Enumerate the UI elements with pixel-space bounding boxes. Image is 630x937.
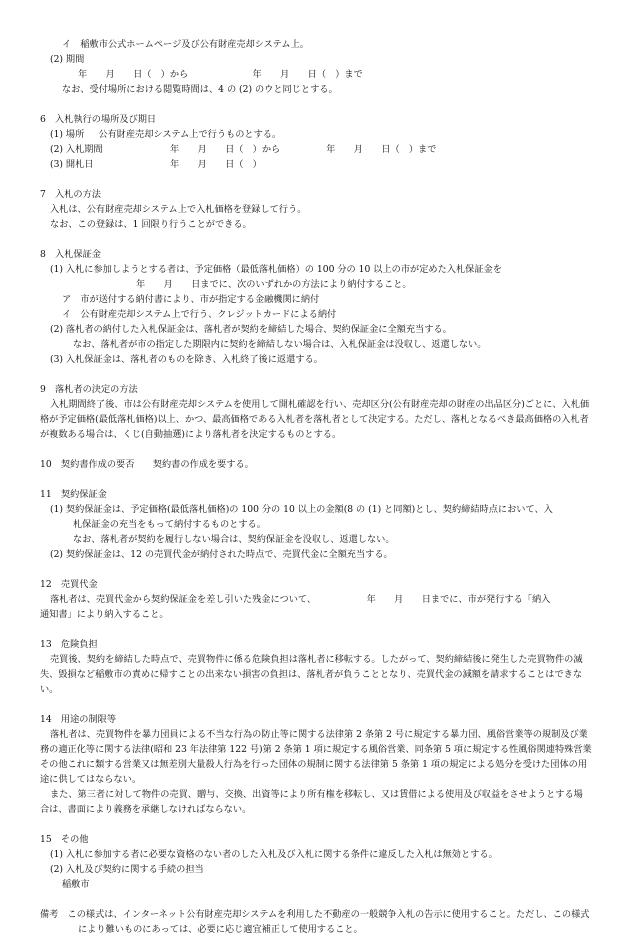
section8-item1-b: イ 公有財産売却システム上で行う、クレジットカードによる納付 [62, 309, 337, 320]
period-note: なお、受付場所における閲覧時間は、4 の (2) のウと同じとする。 [62, 84, 338, 95]
place-label: (1) 場所 [50, 129, 85, 140]
period-dates: 年 月 日（ ）から 年 月 日（ ）まで [78, 69, 363, 80]
section9-body: 入札期間終了後、市は公有財産売却システムを使用して開札確認を行い、売却区分(公有財産売却の財産の出品区分)ごとに、入札価格が予定価格(最低落札価格)以上、かつ、最高価格である入札者を落札者として決定する。ただし、落札となるべき最高価格の入札者が複数ある場合は、くじ(自動抽選)により落札者を決定するものとする。 [40, 399, 590, 440]
section15-item2-value: 稲敷市 [62, 879, 90, 890]
section8-item2-line2: なお、落札者が市の指定した期限内に契約を締結しない場合は、入札保証金は没収し、返還しない。 [73, 339, 487, 350]
section13-heading: 13 危険負担 [40, 639, 98, 650]
place-text: 公有財産売却システム上で行うものとする。 [98, 129, 282, 140]
section6-heading: 6 入札執行の場所及び期日 [40, 114, 157, 125]
section11-heading: 11 契約保証金 [40, 489, 107, 500]
method-item-a: イ 稲敷市公式ホームページ及び公有財産売却システム上。 [62, 39, 309, 50]
section6-place [40, 127, 592, 142]
section8-item1-a: ア 市が送付する納付書により、市が指定する金融機関に納付 [62, 294, 320, 305]
section14-body2: また、第三者に対して物件の売買、贈与、交換、出資等により所有権を移転し、又は賃借による使用及び収益をさせようとする場合は、書面により義務を承継しなければならない。 [40, 789, 583, 815]
bid-period-dates: 年 月 日（ ）から 年 月 日（ ）まで [170, 144, 437, 155]
section15-item1: (1) 入札に参加する者に必要な資格のない者のした入札及び入札に関する条件に違反した入札は無効とする。 [50, 849, 498, 860]
section9-heading: 9 落札者の決定の方法 [40, 384, 138, 395]
bid-period-label: (2) 入札期間 [50, 144, 103, 155]
period-label: (2) 期間 [50, 54, 85, 65]
opening-date: 年 月 日（ ） [170, 159, 262, 170]
section7-line1: 入札は、公有財産売却システム上で入札価格を登録して行う。 [50, 204, 307, 215]
section11-item1-line1: (1) 契約保証金は、予定価格(最低落札価格)の 100 分の 10 以上の金額(8 の (1) と同額)とし、契約締結時点において、入 [50, 504, 553, 515]
section15-heading: 15 その他 [40, 834, 89, 845]
section11-item1-line3: なお、落札者が契約を履行しない場合は、契約保証金を没収し、返還しない。 [73, 534, 395, 545]
remarks: 備考 この様式は、インターネット公有財産売却システムを利用した不動産の一般競争入札の告示に使用すること。ただし、この様式により難いものにあっては、必要に応じ適宜補正して使用すること。 [40, 909, 590, 935]
section6-period [40, 142, 592, 157]
opening-label: (3) 開札日 [50, 159, 94, 170]
section11-item1-line2: 札保証金の充当をもって納付するものとする。 [73, 519, 266, 530]
section7-heading: 7 入札の方法 [40, 189, 101, 200]
section8-item2-line1: (2) 落札者の納付した入札保証金は、落札者が契約を締結した場合、契約保証金に全額充当する。 [50, 324, 452, 335]
section7-line2: なお、この登録は、1 回限り行うことができる。 [50, 219, 252, 230]
section8-item1-line2: 年 月 日までに、次のいずれかの方法により納付すること。 [136, 279, 412, 290]
section12-line2: 通知書」により納入すること。 [40, 609, 169, 620]
section12-heading: 12 売買代金 [40, 579, 98, 590]
section8-heading: 8 入札保証金 [40, 249, 101, 260]
section8-item1-line1: (1) 入札に参加しようとする者は、予定価格（最低落札価格）の 100 分の 10 以上の市が定めた入札保証金を [50, 264, 502, 275]
section14-body1: 落札者は、売買物件を暴力団員による不当な行為の防止等に関する法律第 2 条第 2 号に規定する暴力団、風俗営業等の規制及び業務の適正化等に関する法律(昭和 23 年法律第 122 号)第 2 条第 1 項に規定する風俗営業、同条第 5 項に規定する性風俗関連特殊営業その他これに類する営業又は無差別大量殺人行為を行った団体の規制に関する法律第 5 条第 1 項の規定による処分を受けた団体の用途に供してはならない。 [40, 729, 592, 785]
section8-item3: (3) 入札保証金は、落札者のものを除き、入札終了後に返還する。 [50, 354, 323, 365]
section14-heading: 14 用途の制限等 [40, 714, 117, 725]
section6-opening [40, 157, 592, 172]
section12-line1: 落札者は、売買代金から契約保証金を差し引いた残金について、 年 月 日までに、市が発行する「納入 [50, 594, 551, 605]
section15-item2: (2) 入札及び契約に関する手続の担当 [50, 864, 204, 875]
section10-heading: 10 契約書作成の要否 契約書の作成を要する。 [40, 459, 254, 470]
section11-item2: (2) 契約保証金は、12 の売買代金が納付された時点で、売買代金に全額充当する。 [50, 549, 393, 560]
section13-body: 売買後、契約を締結した時点で、売買物件に係る危険負担は落札者に移転する。したがって、契約締結後に発生した売買物件の滅失、毀損など稲敷市の責めに帰すことの出来ない損害の負担は、落札者が負うこととなり、売買代金の減額を請求することはできない。 [40, 654, 583, 695]
